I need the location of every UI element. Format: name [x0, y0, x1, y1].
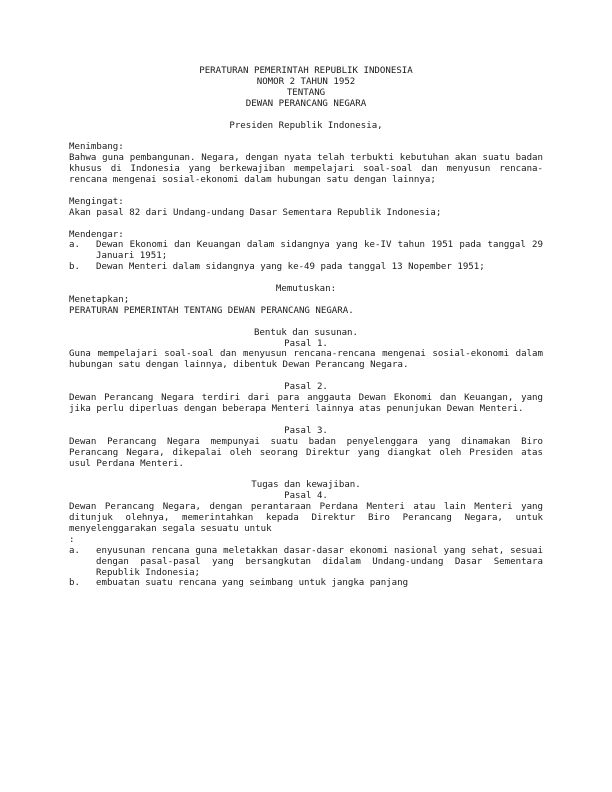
article-number-pasal-2: Pasal 2.	[284, 382, 328, 393]
document-title-block	[69, 66, 543, 110]
memutuskan-heading: Memutuskan:	[275, 284, 337, 295]
list-marker: a.	[69, 240, 80, 251]
article-colon-pasal-4: :	[69, 534, 75, 545]
mendengar-label: Mendengar:	[69, 229, 124, 240]
spacer	[69, 110, 543, 121]
spacer	[69, 371, 543, 382]
title-line-1: PERATURAN PEMERINTAH REPUBLIK INDONESIA	[199, 66, 413, 76]
spacer	[69, 219, 543, 230]
list-item	[69, 578, 543, 589]
menetapkan-body: PERATURAN PEMERINTAH TENTANG DEWAN PERANCANG NEGARA.	[69, 305, 354, 316]
list-marker: b.	[69, 262, 80, 273]
list-marker: a.	[69, 545, 80, 556]
list-item	[69, 545, 549, 579]
article-body-pasal-2: Dewan Perancang Negara terdiri dari para anggauta Dewan Ekonomi dan Keuangan, yang jika perlu diperluas dengan beberapa Menteri lainnya atas penunjukan Dewan Menteri.	[69, 393, 549, 414]
chapter-heading-bentuk-dan-susunan: Bentuk dan susunan.	[253, 327, 359, 338]
article-number-pasal-4: Pasal 4.	[284, 491, 328, 502]
menimbang-label: Menimbang:	[69, 142, 124, 153]
menetapkan-label: Menetapkan;	[69, 294, 130, 305]
spacer	[69, 317, 543, 328]
title-line-4: DEWAN PERANCANG NEGARA	[245, 98, 367, 109]
title-line-3: TENTANG	[286, 87, 326, 98]
menimbang-body: Bahwa guna pembangunan. Negara, dengan nyata telah terbukti kebutuhan akan suatu badan khusus di Indonesia yang berkewajiban mempelajari soal-soal dan menyusun rencana-rencana mengenai sosial-ekonomi dalam hubungan satu dengan lainnya;	[69, 153, 549, 186]
list-item	[69, 240, 549, 262]
article-body-pasal-3: Dewan Perancang Negara mempunyai suatu badan penyelenggara yang dinamakan Biro Perancang Negara, dikepalai oleh seorang Direktur yang diangkat oleh Presiden atas usul Perdana Menteri.	[69, 436, 549, 469]
spacer	[69, 415, 543, 426]
article-body-pasal-1: Guna mempelajari soal-soal dan menyusun rencana-rencana mengenai sosial-ekonomi dalam hubungan satu dengan lainnya, dibentuk Dewan Perancang Negara.	[69, 349, 549, 371]
spacer	[69, 131, 543, 142]
mengingat-body: Akan pasal 82 dari Undang-undang Dasar Sementara Republik Indonesia;	[69, 207, 442, 218]
document-body	[69, 66, 549, 589]
list-item	[69, 262, 543, 273]
article-number-pasal-1: Pasal 1.	[284, 338, 328, 349]
spacer	[69, 186, 543, 197]
mengingat-label: Mengingat:	[69, 196, 124, 207]
spacer	[69, 469, 543, 480]
spacer	[69, 273, 543, 284]
article-body-pasal-4: Dewan Perancang Negara, dengan perantaraan Perdana Menteri atau lain Menteri yang ditunjuk olehnya, memerintahkan kepada Direktur Biro Perancang Negara, untuk menyelenggarakan segala sesuatu untuk	[69, 502, 549, 534]
list-item-text: Dewan Menteri dalam sidangnya yang ke-49 pada tanggal 13 Nopember 1951;	[96, 262, 485, 273]
list-marker: b.	[69, 578, 80, 589]
title-line-2: NOMOR 2 TAHUN 1952	[256, 76, 356, 87]
list-item-text: enyusunan rencana guna meletakkan dasar-dasar ekonomi nasional yang sehat, sesuai dengan pasal-pasal yang bersangkutan didalam Undang-undang Dasar Sementara Republik Indonesia;	[96, 545, 549, 578]
chapter-heading-tugas-dan-kewajiban: Tugas dan kewajiban.	[251, 480, 361, 491]
authority-line: Presiden Republik Indonesia,	[229, 120, 383, 131]
list-item-text: Dewan Ekonomi dan Keuangan dalam sidangnya yang ke-IV tahun 1951 pada tanggal 29 Januari 1951;	[96, 240, 549, 262]
article-number-pasal-3: Pasal 3.	[284, 425, 328, 436]
list-item-text: embuatan suatu rencana yang seimbang untuk jangka panjang	[96, 578, 409, 589]
